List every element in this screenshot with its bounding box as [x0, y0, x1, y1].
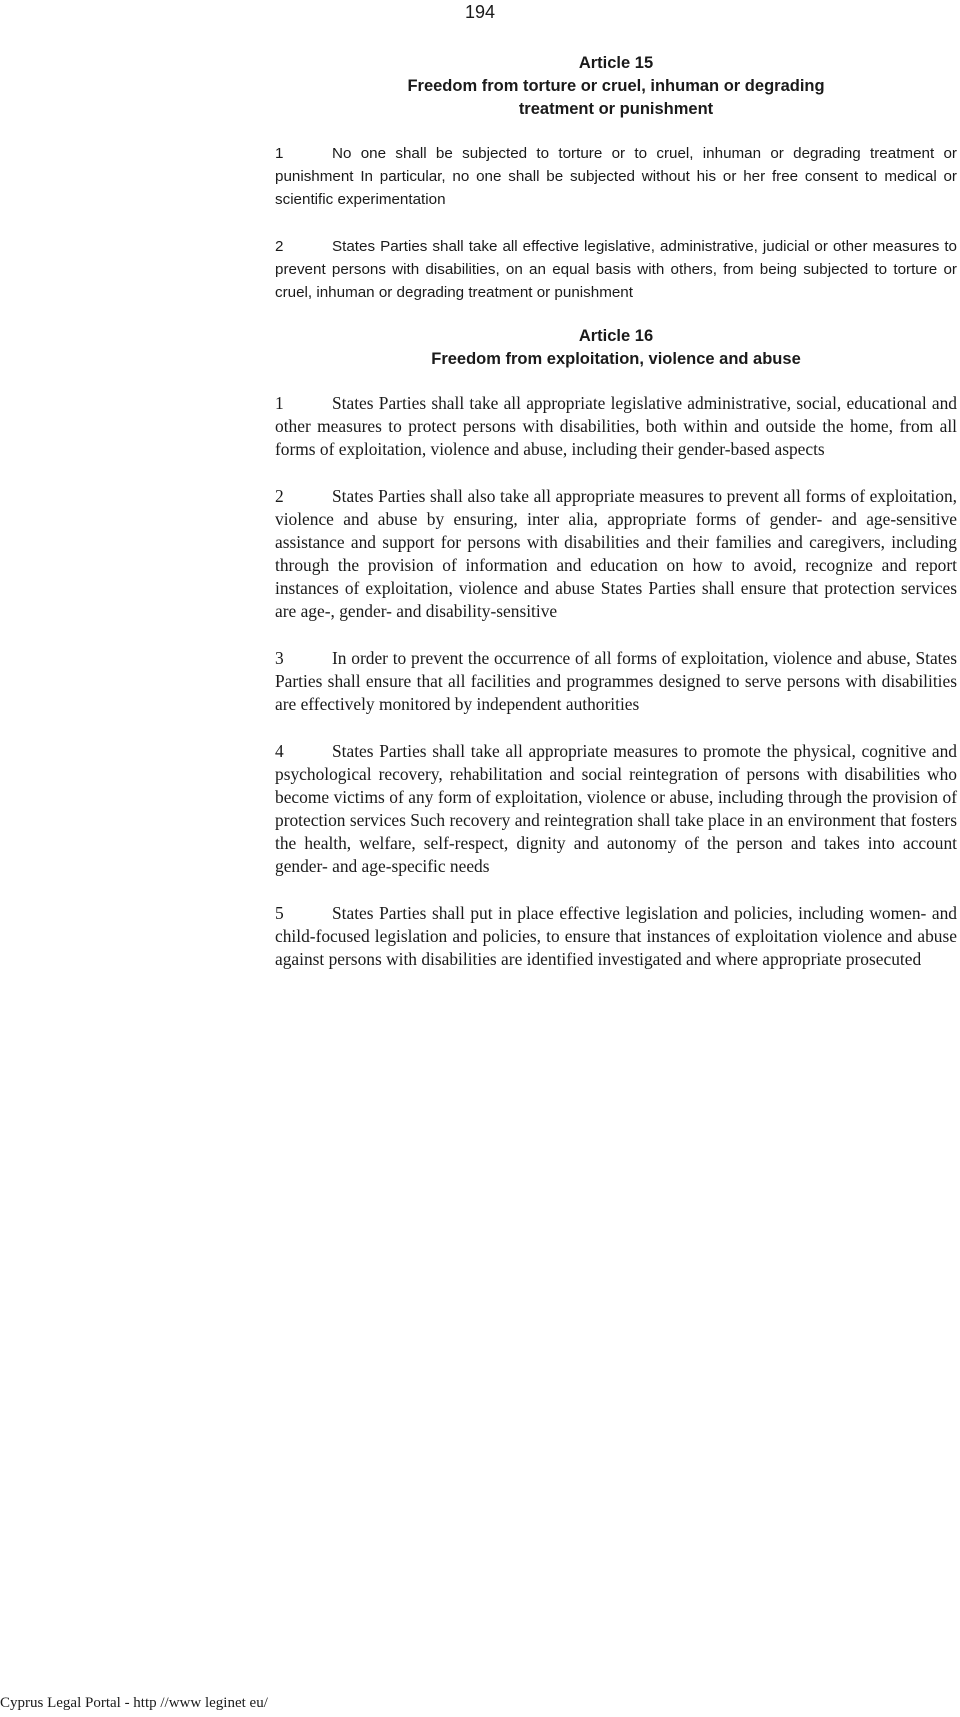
- page-number: 194: [464, 2, 496, 22]
- footer-source-link: Cyprus Legal Portal - http //www leginet eu/: [0, 1695, 268, 1711]
- paragraph-number: 2: [275, 238, 284, 255]
- paragraph-text: States Parties shall take all appropriate measures to promote the physical, cognitive and psychological recovery, rehabilitation and social reintegration of persons with disabilities who become victims of any form of exploitation, violence or abuse, including through the provision of protection services Such recovery and reintegration shall take place in an environment that fosters the health, welfare, self-respect, dignity and autonomy of the person and takes into account gender- and age-specific needs: [275, 741, 957, 876]
- article-16-paragraph-5: [275, 902, 957, 971]
- article-15-paragraph-1: [275, 142, 957, 211]
- article-16-paragraph-4: [275, 740, 957, 878]
- paragraph-text: States Parties shall put in place effective legislation and policies, including women- and child-focused legislation and policies, to ensure that instances of exploitation violence and abuse against persons with disabilities are identified investigated and where appropriate prosecuted: [275, 903, 957, 969]
- paragraph-text: States Parties shall take all effective legislative, administrative, judicial or other measures to prevent persons with disabilities, on an equal basis with others, from being subjected to torture or cruel, inhuman or degrading treatment or punishment: [275, 238, 957, 301]
- paragraph-number: 4: [275, 741, 284, 761]
- article-15: [275, 52, 957, 304]
- article-16-number: Article 16: [578, 327, 654, 345]
- article-16-heading: [275, 325, 957, 371]
- article-15-heading: [275, 52, 957, 121]
- article-15-title-line-2: treatment or punishment: [518, 100, 714, 118]
- paragraph-number: 3: [275, 648, 284, 668]
- article-15-number: Article 15: [578, 54, 654, 72]
- paragraph-number: 2: [275, 486, 284, 506]
- article-16-paragraph-2: [275, 485, 957, 623]
- paragraph-number: 1: [275, 393, 284, 413]
- paragraph-text: No one shall be subjected to torture or to cruel, inhuman or degrading treatment or punishment In particular, no one shall be subjected without his or her free consent to medical or scientific experimentation: [275, 145, 957, 208]
- article-16: [275, 325, 957, 971]
- paragraph-number: 5: [275, 903, 284, 923]
- article-15-paragraph-2: [275, 235, 957, 304]
- paragraph-text: In order to prevent the occurrence of all forms of exploitation, violence and abuse, States Parties shall ensure that all facilities and programmes designed to serve persons with disabilities are effectively monitored by independent authorities: [275, 648, 957, 714]
- paragraph-number: 1: [275, 145, 284, 162]
- document-body: [275, 52, 957, 971]
- paragraph-text: States Parties shall take all appropriate legislative administrative, social, educational and other measures to protect persons with disabilities, both within and outside the home, from all forms of exploitation, violence and abuse, including their gender-based aspects: [275, 393, 957, 459]
- article-16-paragraph-3: [275, 647, 957, 716]
- article-16-paragraph-1: [275, 392, 957, 461]
- article-16-title-line-1: Freedom from exploitation, violence and abuse: [431, 350, 801, 368]
- article-15-title-line-1: Freedom from torture or cruel, inhuman or degrading: [407, 77, 825, 95]
- paragraph-text: States Parties shall also take all appropriate measures to prevent all forms of exploitation, violence and abuse by ensuring, inter alia, appropriate forms of gender- and age-sensitive assistance and support for persons with disabilities and their families and caregivers, including through the provision of information and education on how to avoid, recognize and report instances of exploitation, violence and abuse States Parties shall ensure that protection services are age-, gender- and disability-sensitive: [275, 486, 957, 621]
